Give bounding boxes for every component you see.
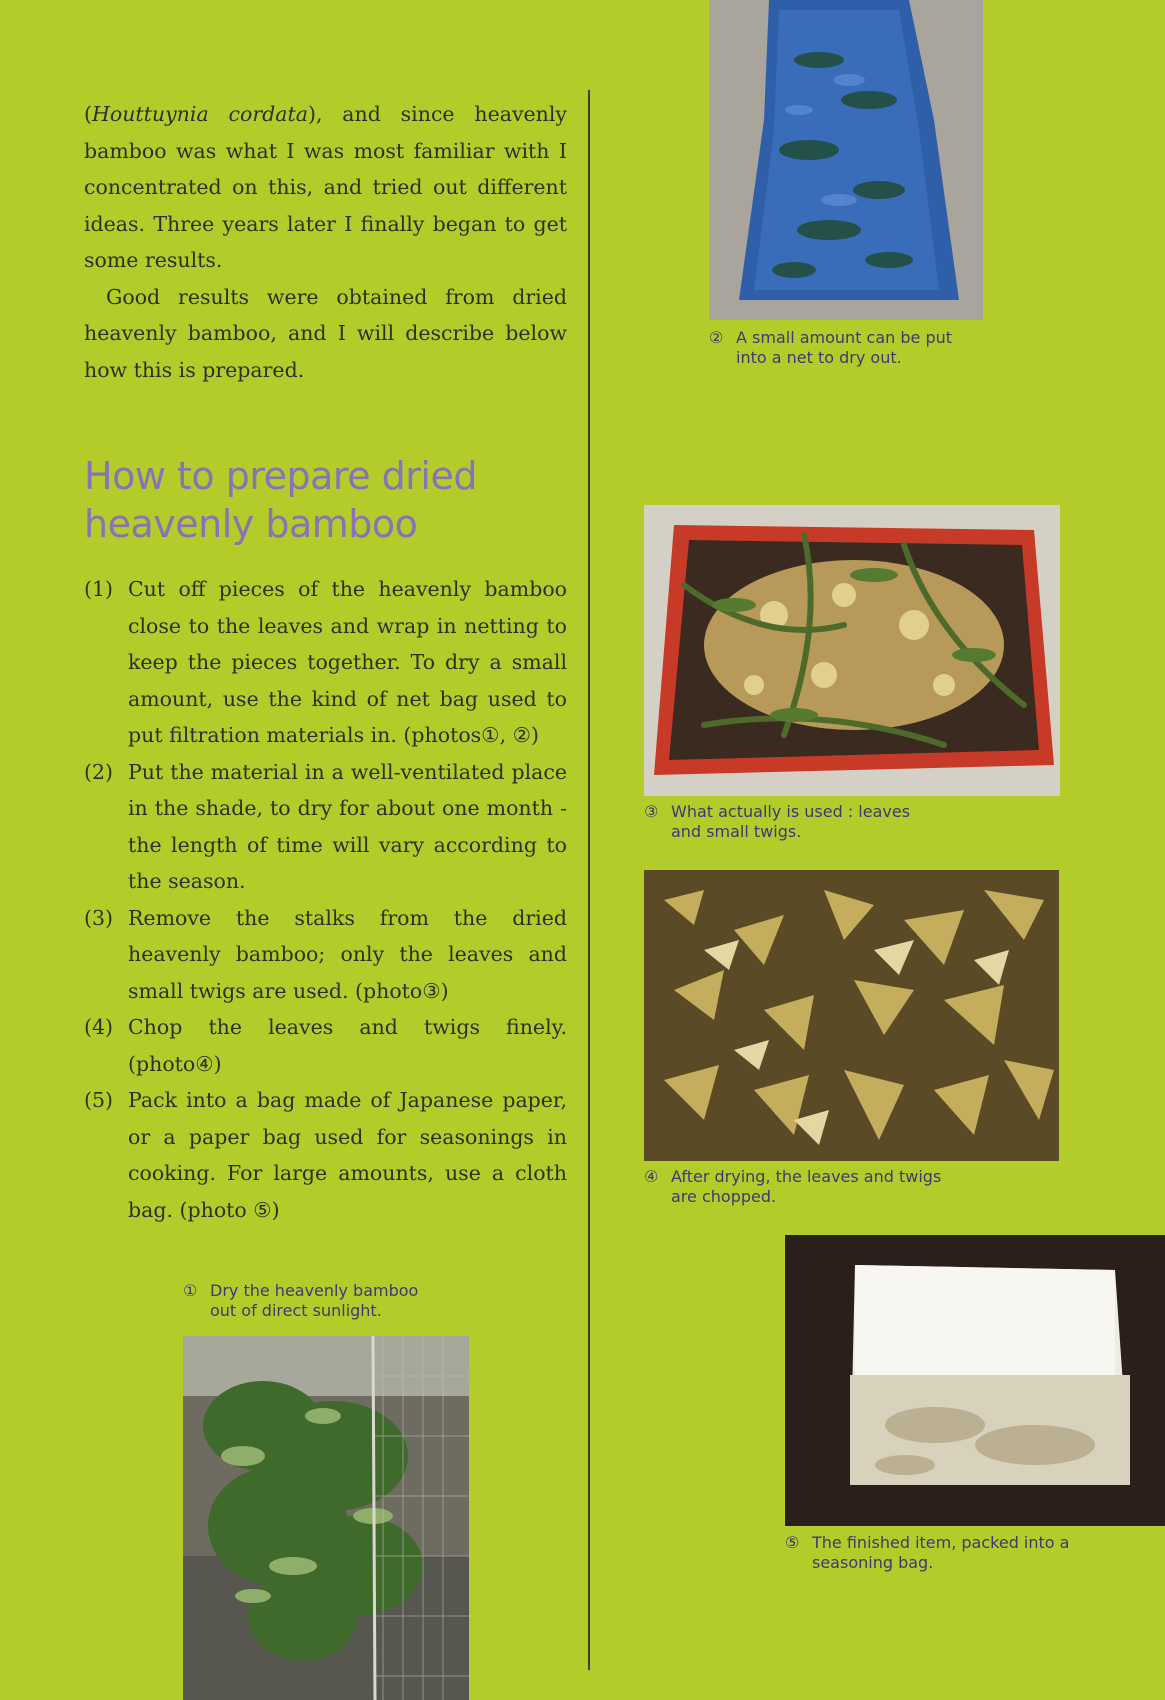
caption-text: What actually is used : leaves and small twigs. [671,802,911,841]
step-item [84,1009,567,1082]
step-text: Cut off pieces of the heavenly bamboo close to the leaves and wrap in netting to keep the pieces together. To dry a small amount, use the kind of net bag used to put filtration materials in. (photos①, ②) [128,577,567,747]
photo-seasoning-bag [785,1235,1165,1526]
step-item [84,1082,567,1228]
step-text: Chop the leaves and twigs finely. (photo④) [128,1015,567,1076]
step-item [84,571,567,754]
step-text: Put the material in a well-ventilated place in the shade, to dry for about one month - the length of time will vary according to the season. [128,759,567,893]
caption-photo-2 [709,328,979,368]
step-text: Remove the stalks from the dried heavenly bamboo; only the leaves and small twigs are used. (photo③) [128,905,567,1003]
caption-number: ③ [644,802,659,821]
photo-tray-leaves [644,505,1060,796]
caption-text: A small amount can be put into a net to dry out. [736,328,953,367]
step-item [84,754,567,900]
step-number: (3) [84,905,114,930]
step-number: (1) [84,577,114,601]
caption-text: The finished item, packed into a seasoning bag. [812,1533,1070,1572]
section-heading: How to prepare dried heavenly bamboo [84,454,477,546]
column-divider [588,90,590,1670]
intro-paragraph-2: Good results were obtained from dried heavenly bamboo, and I will describe below how this is prepared. [84,284,567,382]
caption-text: After drying, the leaves and twigs are chopped. [671,1167,942,1206]
step-number: (4) [84,1015,114,1039]
caption-number: ② [709,328,724,347]
photo-chopped-leaves [644,870,1059,1161]
step-number: (5) [84,1088,114,1112]
caption-photo-5 [785,1533,1085,1573]
steps-list [84,571,567,1228]
caption-photo-4 [644,1167,964,1207]
step-text: Pack into a bag made of Japanese paper, or a paper bag used for seasonings in cooking. For large amounts, use a cloth bag. (photo ⑤) [128,1088,567,1222]
caption-number: ⑤ [785,1533,800,1552]
intro-paragraph-1: (Houttuynia cordata), and since heavenly bamboo was what I was most familiar with I concentrated on this, and tried out different ideas. Three years later I finally began to get some results. [84,102,568,272]
caption-photo-1 [183,1281,443,1321]
photo-drying-bamboo [183,1336,469,1700]
caption-text: Dry the heavenly bamboo out of direct sunlight. [210,1281,419,1320]
step-item [84,900,567,1010]
caption-number: ④ [644,1167,659,1186]
intro-text [84,96,567,388]
intro-paragraph-1-text: , and since heavenly bamboo was what I was most familiar with I concentrated on this, and tried out different ideas. Three years later I finally began to get some results. [84,102,568,272]
species-name: Houttuynia cordata [92,102,308,126]
caption-photo-3 [644,802,934,842]
caption-number: ① [183,1281,198,1300]
step-number: (2) [84,759,114,784]
photo-net-bag [709,0,983,320]
